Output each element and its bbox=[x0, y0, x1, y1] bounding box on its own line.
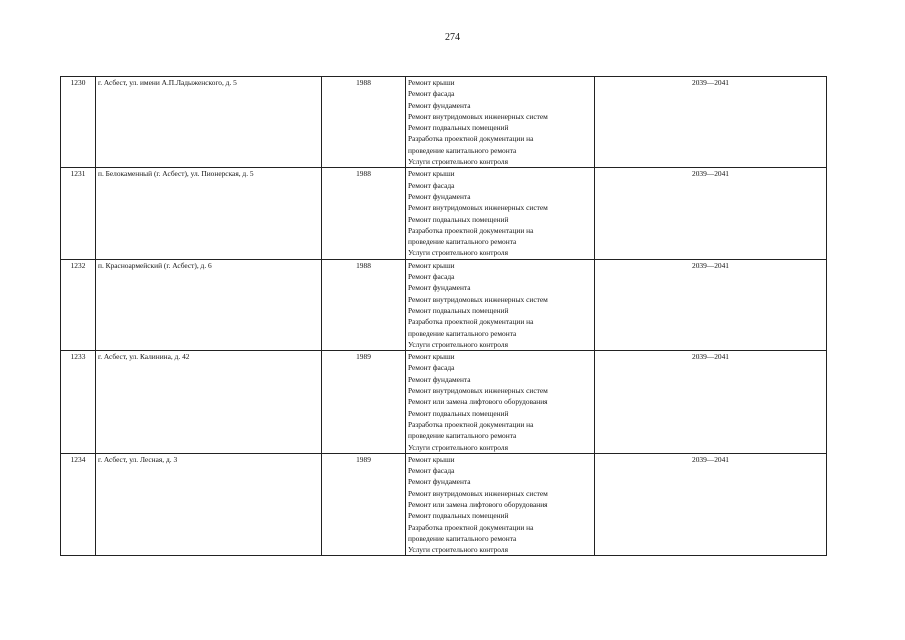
row-address: г. Асбест, ул. Калинина, д. 42 bbox=[96, 351, 322, 454]
row-works bbox=[406, 351, 595, 454]
row-address: п. Красноармейский (г. Асбест), д. 6 bbox=[96, 259, 322, 350]
row-period: 2039—2041 bbox=[595, 168, 827, 259]
row-address: г. Асбест, ул. Лесная, д. 3 bbox=[96, 453, 322, 556]
work-item: Ремонт крыши bbox=[408, 454, 455, 464]
work-item: проведение капитального ремонта bbox=[408, 237, 517, 247]
work-item: Ремонт фасада bbox=[408, 466, 455, 476]
work-item: Ремонт крыши bbox=[408, 260, 455, 270]
row-works bbox=[406, 259, 595, 350]
work-item: Ремонт крыши bbox=[408, 78, 455, 87]
work-item: Ремонт фасада bbox=[408, 180, 455, 190]
row-period: 2039—2041 bbox=[595, 259, 827, 350]
work-item: проведение капитального ремонта bbox=[408, 145, 517, 155]
row-number: 1231 bbox=[61, 168, 96, 259]
work-item: Ремонт фасада bbox=[408, 272, 455, 282]
row-year: 1989 bbox=[322, 453, 406, 556]
row-number: 1230 bbox=[61, 77, 96, 168]
work-item: Услуги строительного контроля bbox=[408, 339, 508, 349]
work-item: Разработка проектной документации на bbox=[408, 419, 534, 429]
work-item: Ремонт фасада bbox=[408, 363, 455, 373]
table-row bbox=[61, 77, 827, 168]
work-item: Ремонт внутридомовых инженерных систем bbox=[408, 111, 548, 121]
work-item: Разработка проектной документации на bbox=[408, 225, 534, 235]
work-item: Услуги строительного контроля bbox=[408, 545, 508, 555]
work-item: Ремонт фундамента bbox=[408, 477, 471, 487]
work-item: Ремонт внутридомовых инженерных систем bbox=[408, 294, 548, 304]
work-item: Услуги строительного контроля bbox=[408, 248, 508, 258]
row-works bbox=[406, 168, 595, 259]
row-year: 1989 bbox=[322, 351, 406, 454]
table-row bbox=[61, 453, 827, 556]
work-item: Ремонт подвальных помещений bbox=[408, 305, 509, 315]
row-year: 1988 bbox=[322, 77, 406, 168]
row-period: 2039—2041 bbox=[595, 351, 827, 454]
page-number: 274 bbox=[445, 32, 460, 43]
row-period: 2039—2041 bbox=[595, 77, 827, 168]
work-item: Разработка проектной документации на bbox=[408, 522, 534, 532]
work-item: Ремонт фундамента bbox=[408, 283, 471, 293]
table-body bbox=[61, 77, 827, 556]
table-row bbox=[61, 351, 827, 454]
row-period: 2039—2041 bbox=[595, 453, 827, 556]
row-year: 1988 bbox=[322, 259, 406, 350]
work-item: Ремонт подвальных помещений bbox=[408, 214, 509, 224]
work-item: Ремонт крыши bbox=[408, 352, 455, 362]
work-item: Ремонт внутридомовых инженерных систем bbox=[408, 488, 548, 498]
row-works bbox=[406, 77, 595, 168]
row-address: п. Белокаменный (г. Асбест), ул. Пионерская, д. 5 bbox=[96, 168, 322, 259]
table-row bbox=[61, 168, 827, 259]
work-item: Разработка проектной документации на bbox=[408, 317, 534, 327]
work-item: проведение капитального ремонта bbox=[408, 533, 517, 543]
work-item: Услуги строительного контроля bbox=[408, 157, 508, 167]
work-item: проведение капитального ремонта bbox=[408, 328, 517, 338]
work-item: Ремонт подвальных помещений bbox=[408, 511, 509, 521]
capital-repair-table bbox=[60, 76, 827, 556]
work-item: Ремонт фундамента bbox=[408, 374, 471, 384]
work-item: Ремонт крыши bbox=[408, 169, 455, 179]
work-item: Ремонт или замена лифтового оборудования bbox=[408, 397, 548, 407]
work-item: Ремонт подвальных помещений bbox=[408, 408, 509, 418]
work-item: Ремонт внутридомовых инженерных систем bbox=[408, 386, 548, 396]
table-row bbox=[61, 259, 827, 350]
work-item: Ремонт фундамента bbox=[408, 100, 471, 110]
work-item: Ремонт или замена лифтового оборудования bbox=[408, 499, 548, 509]
row-works bbox=[406, 453, 595, 556]
row-year: 1988 bbox=[322, 168, 406, 259]
work-item: Ремонт подвальных помещений bbox=[408, 123, 509, 133]
row-number: 1232 bbox=[61, 259, 96, 350]
row-address: г. Асбест, ул. имени А.П.Ладыженского, д. 5 bbox=[96, 77, 322, 168]
row-number: 1234 bbox=[61, 453, 96, 556]
work-item: Ремонт фасада bbox=[408, 89, 455, 99]
work-item: Ремонт фундамента bbox=[408, 191, 471, 201]
work-item: проведение капитального ремонта bbox=[408, 431, 517, 441]
work-item: Разработка проектной документации на bbox=[408, 134, 534, 144]
work-item: Услуги строительного контроля bbox=[408, 442, 508, 452]
work-item: Ремонт внутридомовых инженерных систем bbox=[408, 203, 548, 213]
row-number: 1233 bbox=[61, 351, 96, 454]
